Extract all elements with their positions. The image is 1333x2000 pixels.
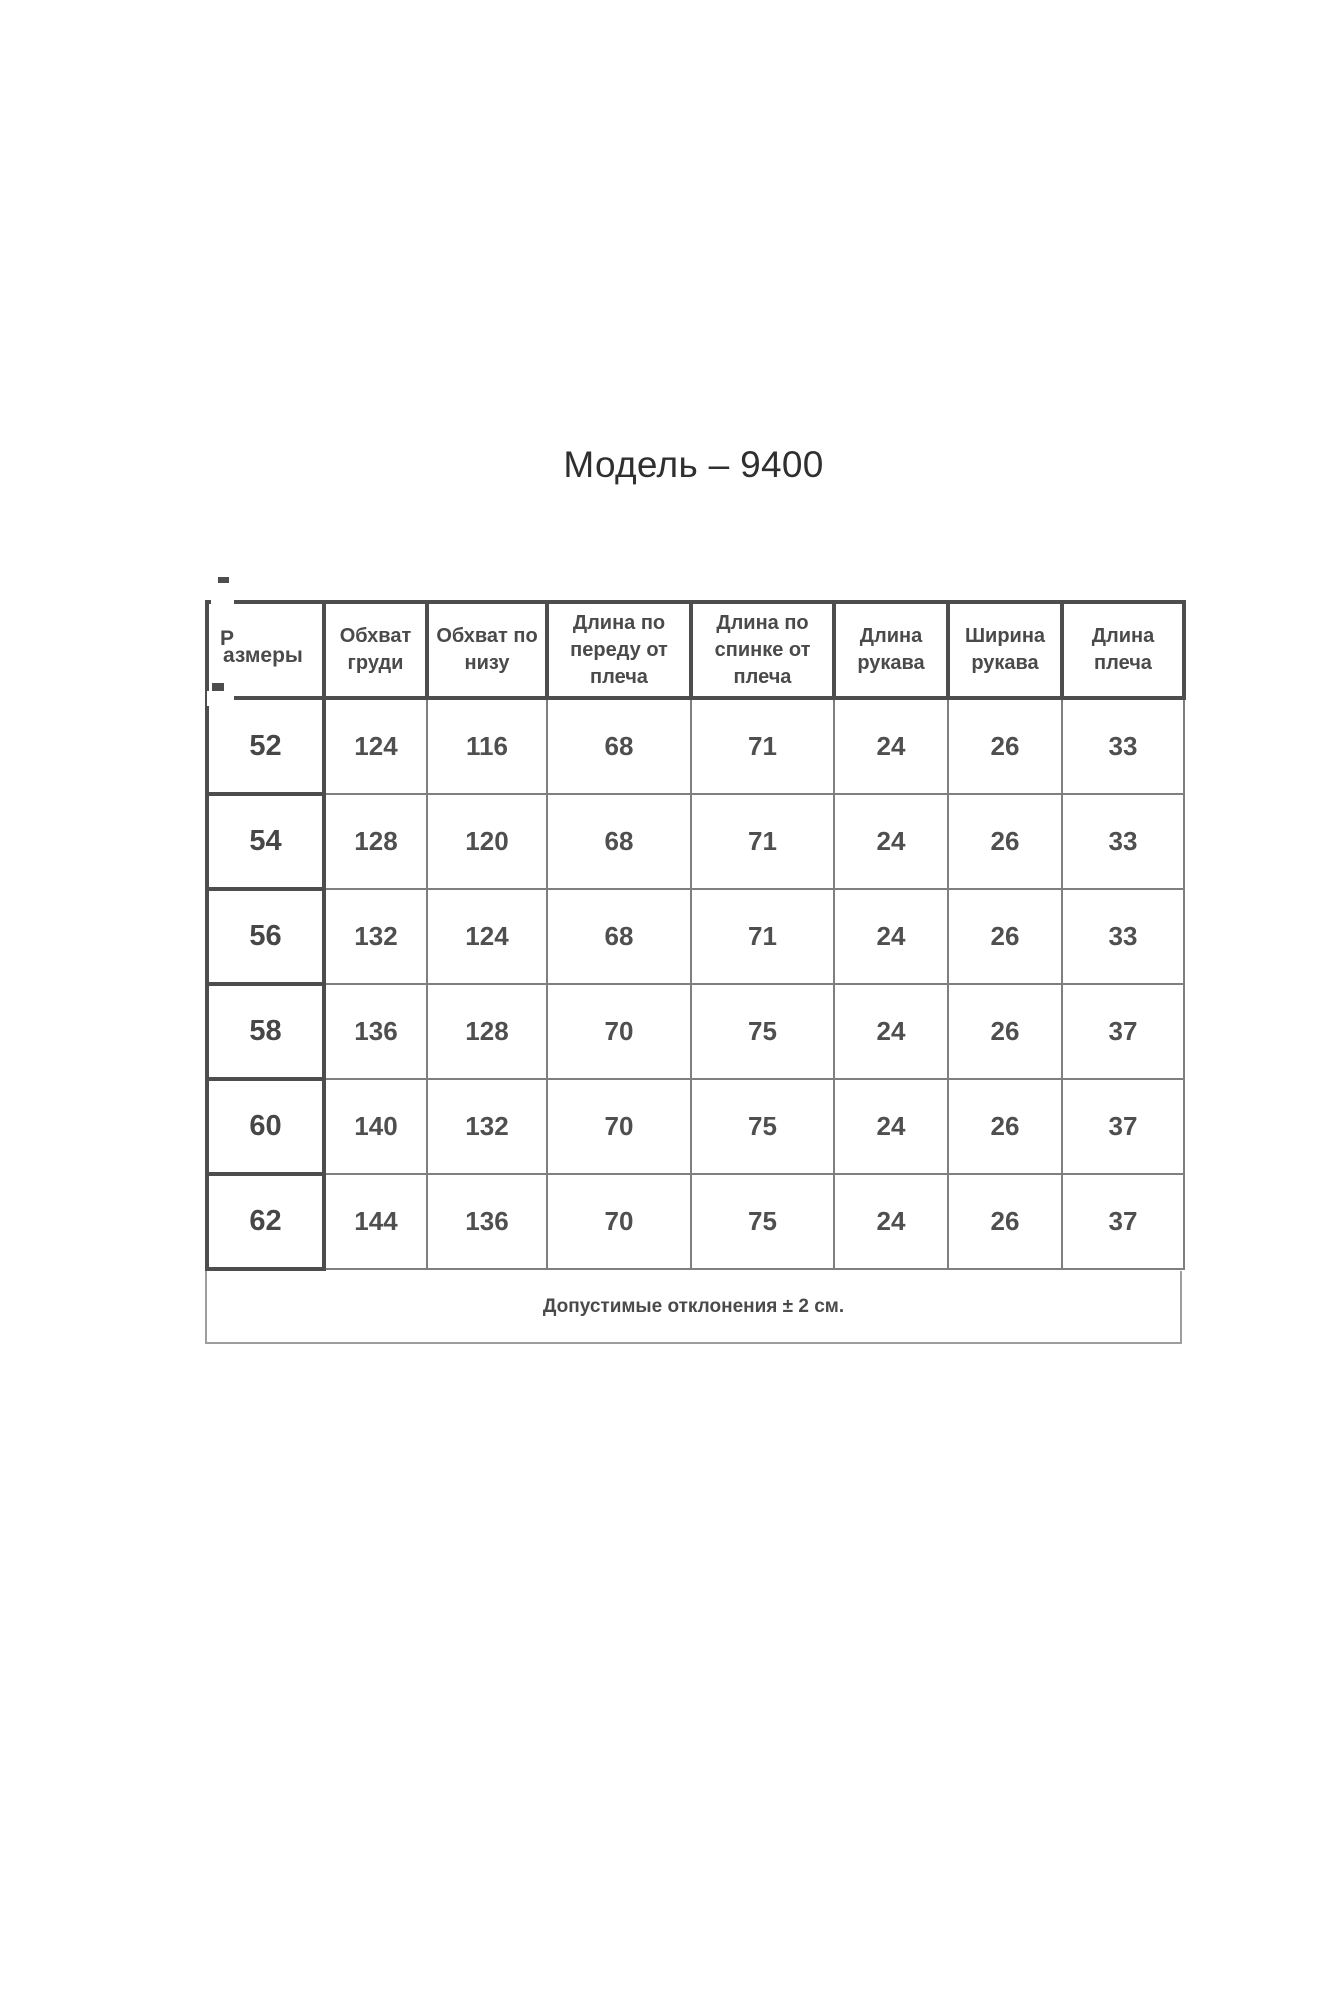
size-cell: 62 (207, 1174, 324, 1269)
value-cell: 24 (834, 1079, 948, 1174)
value-cell: 128 (427, 984, 547, 1079)
size-cell: 54 (207, 794, 324, 889)
header-row (207, 602, 1184, 698)
value-cell: 124 (427, 889, 547, 984)
table-row (207, 1079, 1184, 1174)
value-cell: 33 (1062, 794, 1184, 889)
column-header-sleeve-width: Ширина рукава (948, 602, 1062, 698)
value-cell: 26 (948, 794, 1062, 889)
value-cell: 71 (691, 889, 834, 984)
value-cell: 140 (324, 1079, 427, 1174)
column-header-front-length: Длина по переду от плеча (547, 602, 691, 698)
glitch-rest: азмеры (223, 644, 303, 667)
value-cell: 24 (834, 794, 948, 889)
value-cell: 136 (324, 984, 427, 1079)
value-cell: 70 (547, 984, 691, 1079)
value-cell: 26 (948, 698, 1062, 794)
value-cell: 132 (427, 1079, 547, 1174)
table-row (207, 794, 1184, 889)
value-cell: 68 (547, 698, 691, 794)
value-cell: 120 (427, 794, 547, 889)
value-cell: 24 (834, 984, 948, 1079)
table-row (207, 1174, 1184, 1269)
column-header-shoulder-length: Длина плеча (1062, 602, 1184, 698)
value-cell: 33 (1062, 889, 1184, 984)
glitch-letter: Р (220, 627, 235, 650)
size-chart-table (205, 600, 1186, 1271)
value-cell: 136 (427, 1174, 547, 1269)
size-cell: 60 (207, 1079, 324, 1174)
value-cell: 75 (691, 1174, 834, 1269)
value-cell: 24 (834, 698, 948, 794)
table-row (207, 889, 1184, 984)
value-cell: 37 (1062, 984, 1184, 1079)
value-cell: 128 (324, 794, 427, 889)
value-cell: 132 (324, 889, 427, 984)
value-cell: 26 (948, 1174, 1062, 1269)
value-cell: 24 (834, 889, 948, 984)
value-cell: 24 (834, 1174, 948, 1269)
tolerance-note (205, 1271, 1182, 1344)
size-cell: 56 (207, 889, 324, 984)
page-title: Модель – 9400 (563, 444, 824, 485)
column-header-sizes (207, 602, 324, 698)
value-cell: 26 (948, 889, 1062, 984)
white-patch-artifact (207, 691, 234, 706)
size-cell: 58 (207, 984, 324, 1079)
size-chart (205, 600, 1182, 1344)
table-row (207, 698, 1184, 794)
value-cell: 71 (691, 794, 834, 889)
value-cell: 116 (427, 698, 547, 794)
table-row (207, 984, 1184, 1079)
tolerance-note-text: Допустимые отклонения ± 2 см. (542, 1295, 845, 1317)
value-cell: 37 (1062, 1174, 1184, 1269)
value-cell: 144 (324, 1174, 427, 1269)
dash-artifact (212, 683, 224, 691)
value-cell: 75 (691, 1079, 834, 1174)
column-header-chest: Обхват груди (324, 602, 427, 698)
white-patch-artifact (211, 594, 234, 609)
value-cell: 68 (547, 889, 691, 984)
column-header-bottom-girth: Обхват по низу (427, 602, 547, 698)
dash-artifact (218, 577, 229, 583)
value-cell: 33 (1062, 698, 1184, 794)
value-cell: 37 (1062, 1079, 1184, 1174)
value-cell: 26 (948, 1079, 1062, 1174)
value-cell: 26 (948, 984, 1062, 1079)
value-cell: 68 (547, 794, 691, 889)
column-header-sleeve-length: Длина рукава (834, 602, 948, 698)
value-cell: 70 (547, 1174, 691, 1269)
value-cell: 124 (324, 698, 427, 794)
column-header-back-length: Длина по спинке от плеча (691, 602, 834, 698)
value-cell: 71 (691, 698, 834, 794)
value-cell: 75 (691, 984, 834, 1079)
size-cell: 52 (207, 698, 324, 794)
value-cell: 70 (547, 1079, 691, 1174)
